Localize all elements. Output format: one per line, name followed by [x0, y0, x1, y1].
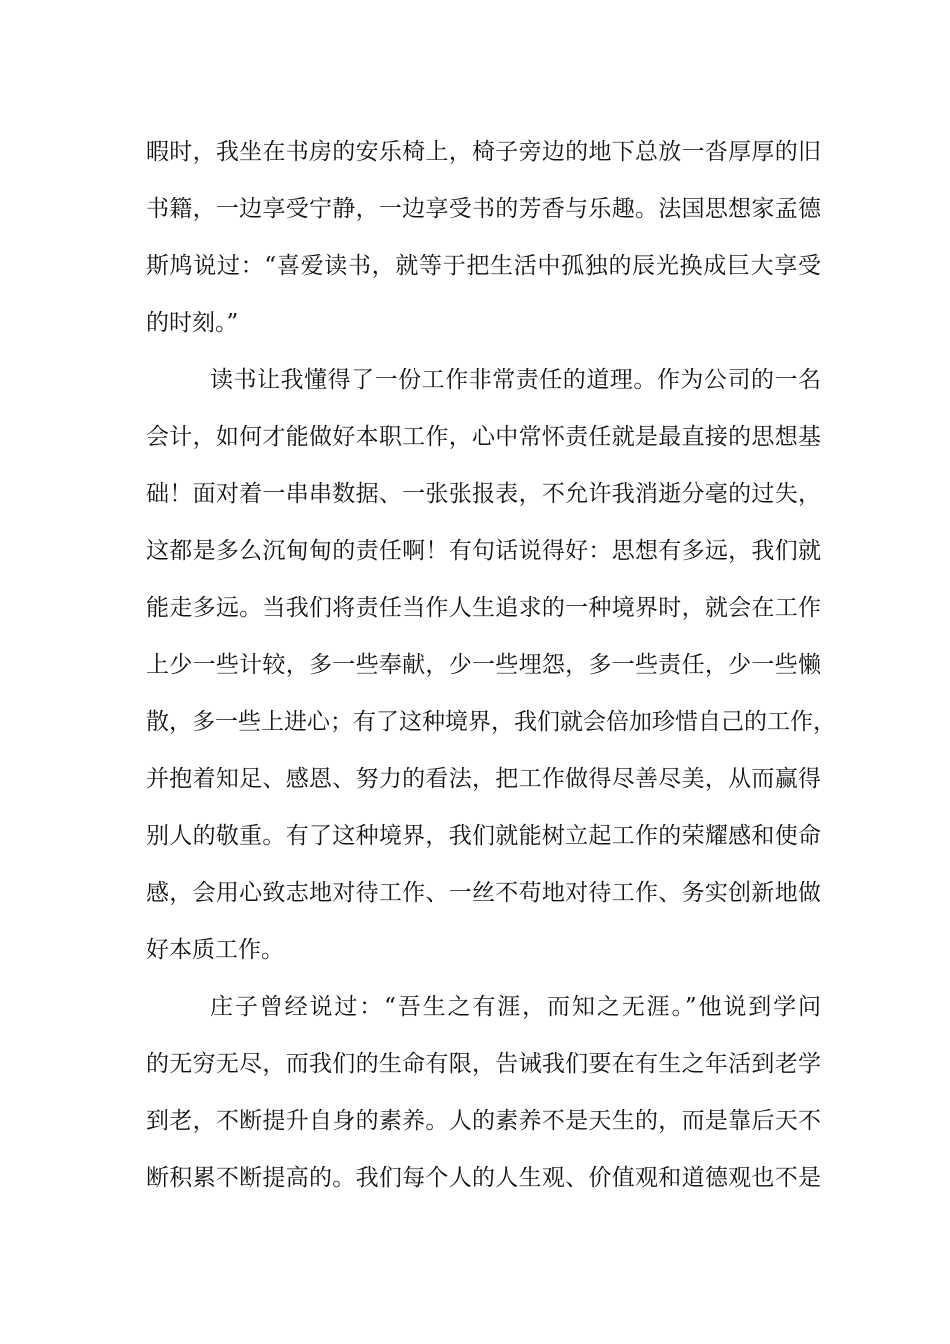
text-line: 并抱着知足、感恩、努力的看法，把工作做得尽善尽美，从而赢得 [146, 766, 821, 792]
paragraph-first-line: 庄子曾经说过：“吾生之有涯，而知之无涯。”他说到学问 [210, 994, 821, 1020]
text-line: 散，多一些上进心；有了这种境界，我们就会倍加珍惜自己的工作， [146, 709, 836, 735]
document-body [146, 132, 836, 1215]
text-line: 好本质工作。 [146, 937, 284, 963]
text-line: 别人的敬重。有了这种境界，我们就能树立起工作的荣耀感和使命 [146, 823, 821, 849]
text-line: 的无穷无尽，而我们的生命有限，告诫我们要在有生之年活到老学 [146, 1051, 821, 1077]
text-line: 斯鸠说过：“喜爱读书，就等于把生活中孤独的辰光换成巨大享受 [146, 253, 821, 279]
paragraph-first-line: 读书让我懂得了一份工作非常责任的道理。作为公司的一名 [210, 367, 821, 393]
text-line: 书籍，一边享受宁静，一边享受书的芳香与乐趣。法国思想家孟德 [146, 196, 821, 222]
text-line: 断积累不断提高的。我们每个人的人生观、价值观和道德观也不是 [146, 1165, 821, 1191]
text-line: 上少一些计较，多一些奉献，少一些埋怨，多一些责任，少一些懒 [146, 652, 821, 678]
text-line: 暇时，我坐在书房的安乐椅上，椅子旁边的地下总放一沓厚厚的旧 [146, 139, 821, 165]
text-line: 础！面对着一串串数据、一张张报表，不允许我消逝分毫的过失， [146, 481, 821, 507]
text-line: 感，会用心致志地对待工作、一丝不苟地对待工作、务实创新地做 [146, 880, 821, 906]
text-line: 会计，如何才能做好本职工作，心中常怀责任就是最直接的思想基 [146, 424, 821, 450]
text-line: 这都是多么沉甸甸的责任啊！有句话说得好：思想有多远，我们就 [146, 538, 821, 564]
text-line: 能走多远。当我们将责任当作人生追求的一种境界时，就会在工作 [146, 595, 821, 621]
text-line: 的时刻。” [146, 310, 239, 336]
text-line: 到老，不断提升自身的素养。人的素养不是天生的，而是靠后天不 [146, 1108, 821, 1134]
